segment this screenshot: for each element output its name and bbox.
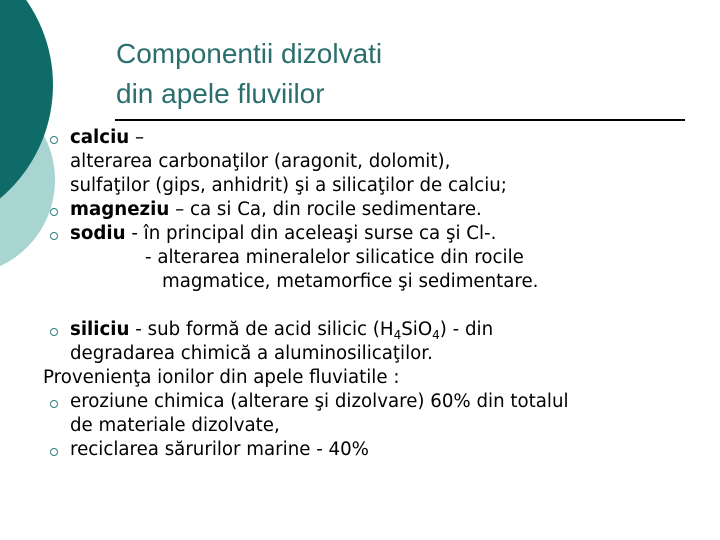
calciu-term: calciu xyxy=(70,127,130,148)
bullet-icon xyxy=(50,448,58,456)
decorative-circles xyxy=(0,0,80,300)
title-divider xyxy=(115,119,685,121)
provenienta-heading: Provenienţa ionilor din apele fluviatile : xyxy=(43,367,400,388)
reciclare-line: reciclarea sărurilor marine - 40% xyxy=(70,439,369,460)
bullet-icon xyxy=(50,208,58,216)
siliciu-text-a: - sub formă de acid silicic (H xyxy=(129,319,394,340)
bullet-icon xyxy=(50,400,58,408)
siliciu-text-c: ) - din xyxy=(439,319,494,340)
bullet-icon xyxy=(50,136,58,144)
calciu-line-2: alterarea carbonaţilor (aragonit, dolomit), xyxy=(70,151,451,172)
sodiu-text: - în principal din aceleaşi surse ca şi Cl-. xyxy=(125,223,497,244)
title-line-1: Componentii dizolvati xyxy=(116,38,383,69)
siliciu-sub-2: 4 xyxy=(432,328,440,342)
magneziu-text: – ca si Ca, din rocile sedimentare. xyxy=(169,199,482,220)
siliciu-text-b: SiO xyxy=(401,319,433,340)
calciu-line xyxy=(70,126,144,150)
calciu-line-3: sulfaţilor (gips, anhidrit) şi a silicaţilor de calciu; xyxy=(70,175,507,196)
siliciu-term: siliciu xyxy=(70,319,130,340)
sodiu-line xyxy=(70,222,496,246)
magneziu-term: magneziu xyxy=(70,199,170,220)
title-line-2: din apele fluviilor xyxy=(116,78,325,109)
eroziune-line: eroziune chimica (alterare şi dizolvare) 60% din totalul xyxy=(70,391,569,412)
sodiu-term: sodiu xyxy=(70,223,126,244)
calciu-dash: – xyxy=(129,127,145,148)
bullet-icon xyxy=(50,232,58,240)
bullet-icon xyxy=(50,328,58,336)
eroziune-line-2: de materiale dizolvate, xyxy=(70,415,280,436)
magneziu-line xyxy=(70,198,482,222)
sodiu-line-3: magmatice, metamorfice şi sedimentare. xyxy=(162,271,539,292)
siliciu-sub-1: 4 xyxy=(393,328,402,342)
siliciu-line xyxy=(70,318,493,342)
siliciu-line-2: degradarea chimică a aluminosilicaţilor. xyxy=(70,343,433,364)
slide-title xyxy=(116,34,382,114)
sodiu-line-2: - alterarea mineralelor silicatice din rocile xyxy=(145,247,524,268)
